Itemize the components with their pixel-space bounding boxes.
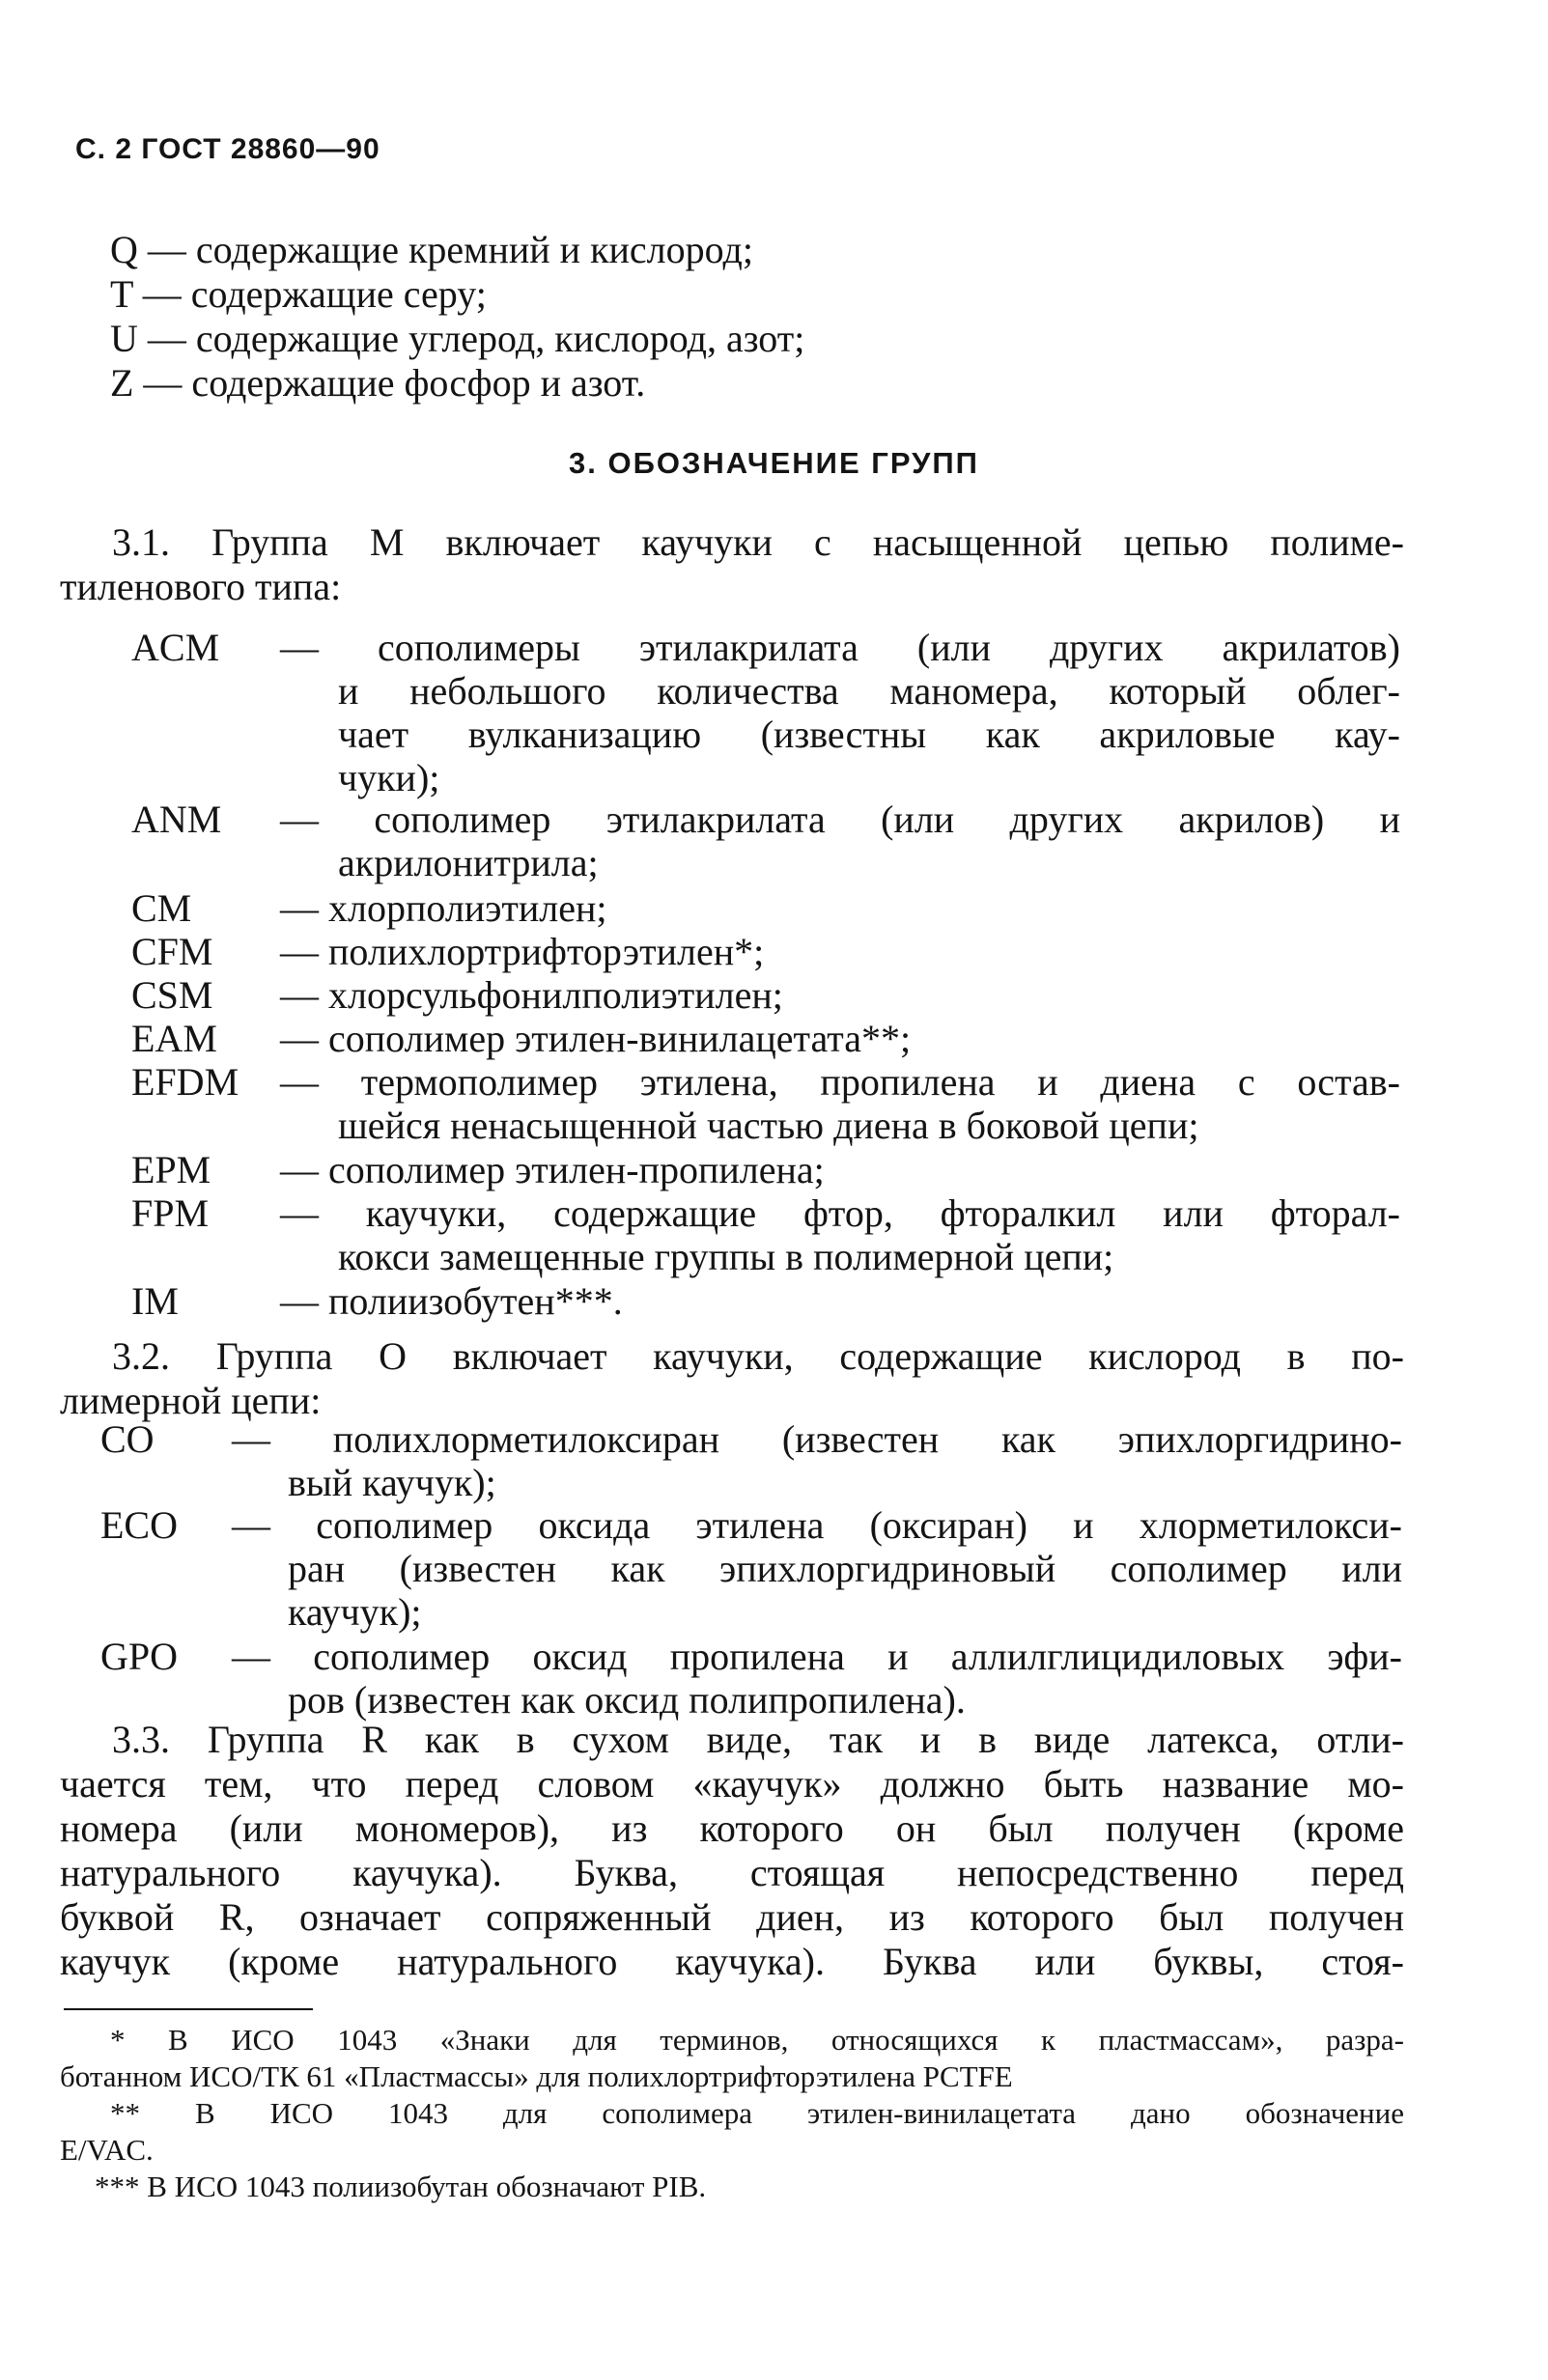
- abbr-definition: [280, 798, 1400, 884]
- abbr-code: FPM: [131, 1191, 210, 1235]
- definition-line: — хлорсульфонилполиэтилен;: [280, 973, 783, 1017]
- abbr-definition: [280, 886, 607, 930]
- abbr-code: ACM: [131, 626, 220, 669]
- abbr-definition: [280, 973, 783, 1017]
- definition-line: — каучуки, содержащие фтор, фторалкил или фторал-: [280, 1191, 1400, 1235]
- abbr-code: CSM: [131, 973, 213, 1017]
- paragraph-line: 3.2. Группа О включает каучуки, содержащие кислород в по-: [112, 1334, 1404, 1378]
- footnote-line: * В ИСО 1043 «Знаки для терминов, относящихся к пластмассам», разра-: [110, 2023, 1404, 2057]
- abbr-definition: [280, 1148, 825, 1191]
- footnote-divider: [64, 2008, 313, 2010]
- paragraph-line: номера (или мономеров), из которого он был получен (кроме: [60, 1806, 1404, 1850]
- paragraph-line: лимерной цепи:: [60, 1379, 322, 1422]
- footnote-line: ** В ИСО 1043 для сополимера этилен-винилацетата дано обозначение: [110, 2096, 1404, 2130]
- footnote: [60, 2169, 1404, 2205]
- definition-line: шейся ненасыщенной частью диена в боковой цепи;: [338, 1104, 1199, 1147]
- paragraph-line: тиленового типа:: [60, 565, 342, 608]
- intro-line: Z — содержащие фосфор и азот.: [110, 361, 646, 405]
- abbr-code: CO: [100, 1417, 155, 1461]
- abbr-definition: [232, 1417, 1402, 1504]
- abbr-code: EAM: [131, 1017, 217, 1060]
- abbr-code: CFM: [131, 930, 213, 973]
- abbr-code: CM: [131, 886, 192, 930]
- abbr-code: EPM: [131, 1148, 211, 1191]
- definition-line: — сополимер оксид пропилена и аллилглицидиловых эфи-: [232, 1635, 1402, 1678]
- page-header: С. 2 ГОСТ 28860—90: [75, 133, 380, 165]
- footnote: [60, 2022, 1404, 2095]
- paragraph-line: 3.1. Группа М включает каучуки с насыщенной цепью полиме-: [112, 520, 1404, 564]
- paragraph-line: буквой R, означает сопряженный диен, из которого был получен: [60, 1895, 1404, 1939]
- definition-line: — сополимеры этилакрилата (или других акрилатов): [280, 626, 1400, 669]
- definition-line: — сополимер этилакрилата (или других акрилов) и: [280, 798, 1400, 841]
- definition-line: — сополимер этилен-пропилена;: [280, 1148, 825, 1191]
- abbr-definition: [232, 1635, 1402, 1722]
- definition-line: и небольшого количества маномера, который облег-: [338, 669, 1400, 713]
- abbr-definition: [280, 1191, 1400, 1278]
- definition-line: — термополимер этилена, пропилена и диена с остав-: [280, 1060, 1400, 1104]
- definition-line: — сополимер оксида этилена (оксиран) и хлорметилокси-: [232, 1503, 1402, 1547]
- definition-line: чуки);: [338, 756, 440, 799]
- intro-line: Q — содержащие кремний и кислород;: [110, 228, 753, 271]
- paragraph-line: каучук (кроме натурального каучука). Буква или буквы, стоя-: [60, 1940, 1404, 1983]
- abbr-definition: [280, 1017, 911, 1060]
- abbr-code: ECO: [100, 1503, 178, 1547]
- abbr-definition: [280, 626, 1400, 799]
- definition-line: — полихлортрифторэтилен*;: [280, 930, 765, 973]
- footnote-line: E/VAC.: [60, 2133, 154, 2167]
- paragraph-3-3: [60, 1718, 1404, 1984]
- definition-line: — хлорполиэтилен;: [280, 886, 607, 930]
- paragraph-line: 3.3. Группа R как в сухом виде, так и в виде латекса, отли-: [112, 1718, 1404, 1761]
- abbr-definition: [280, 1279, 623, 1323]
- abbr-code: GPO: [100, 1635, 179, 1678]
- footnote: [60, 2095, 1404, 2169]
- paragraph-3-1: [60, 520, 1404, 609]
- paragraph-line: чается тем, что перед словом «каучук» должно быть название мо-: [60, 1762, 1404, 1806]
- definition-line: кокси замещенные группы в полимерной цепи;: [338, 1235, 1114, 1278]
- footnote-line: ботанном ИСО/ТК 61 «Пластмассы» для полихлортрифторэтилена PCTFE: [60, 2059, 1013, 2093]
- definition-line: — полиизобутен***.: [280, 1279, 623, 1323]
- definition-line: — сополимер этилен-винилацетата**;: [280, 1017, 912, 1060]
- abbr-definition: [280, 1060, 1400, 1147]
- abbr-code: EFDM: [131, 1060, 239, 1104]
- definition-line: ран (известен как эпихлоргидриновый сополимер или: [288, 1547, 1402, 1590]
- abbr-code: ANM: [131, 798, 222, 841]
- footnote-line: *** В ИСО 1043 полиизобутан обозначают PIB.: [95, 2170, 707, 2203]
- intro-line: T — содержащие серу;: [110, 272, 487, 316]
- definition-line: каучук);: [288, 1590, 422, 1634]
- definition-line: вый каучук);: [288, 1461, 496, 1504]
- paragraph-3-2: [60, 1334, 1404, 1423]
- abbr-definition: [280, 930, 764, 973]
- paragraph-line: натурального каучука). Буква, стоящая непосредственно перед: [60, 1851, 1404, 1894]
- definition-line: акрилонитрила;: [338, 841, 599, 884]
- abbr-definition: [232, 1503, 1402, 1634]
- abbr-code: IM: [131, 1279, 179, 1323]
- definition-line: ров (известен как оксид полипропилена).: [288, 1678, 966, 1722]
- definition-line: — полихлорметилоксиран (известен как эпихлоргидрино-: [232, 1417, 1402, 1461]
- intro-line: U — содержащие углерод, кислород, азот;: [110, 317, 805, 360]
- definition-line: чает вулканизацию (известны как акриловые кау-: [338, 713, 1400, 756]
- section-title: 3. ОБОЗНАЧЕНИЕ ГРУПП: [569, 446, 979, 480]
